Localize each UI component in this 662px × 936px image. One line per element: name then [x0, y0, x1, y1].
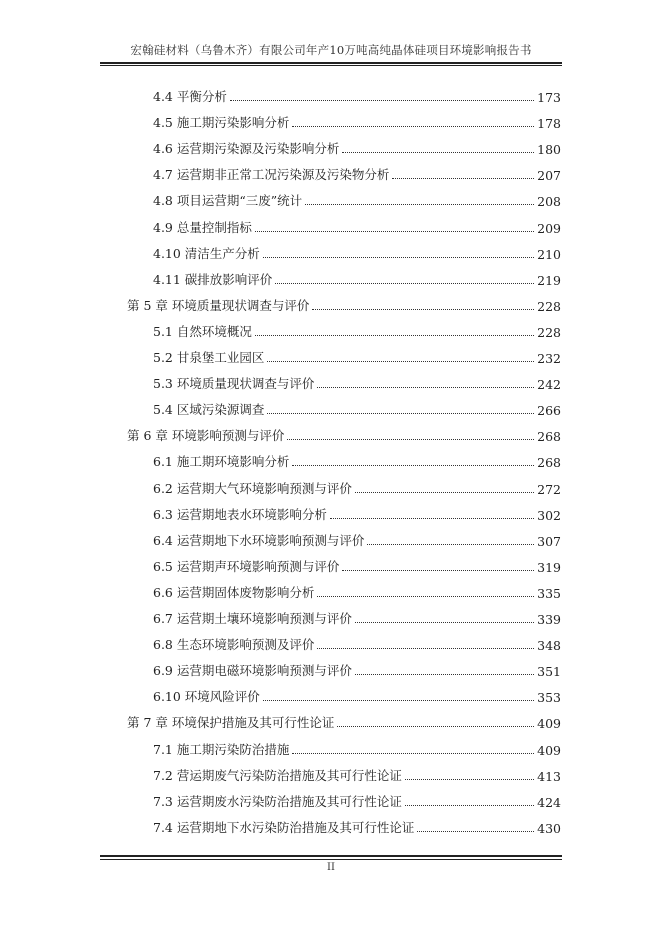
toc-section-entry[interactable]	[153, 210, 561, 236]
toc-entry-label: 7.3 运营期废水污染防治措施及其可行性论证	[153, 793, 402, 809]
toc-dot-leader	[342, 152, 534, 153]
toc-dot-leader	[342, 570, 534, 571]
toc-section-entry[interactable]	[153, 758, 561, 784]
toc-dot-leader	[392, 178, 534, 179]
toc-dot-leader	[317, 648, 534, 649]
toc-page-number: 268	[537, 455, 561, 471]
toc-entry-label: 7.4 运营期地下水污染防治措施及其可行性论证	[153, 819, 415, 835]
toc-section-entry[interactable]	[153, 601, 561, 627]
toc-entry-label: 6.5 运营期声环境影响预测与评价	[153, 558, 340, 574]
footer-rule	[100, 855, 562, 857]
header-rule	[100, 62, 562, 64]
toc-page-number: 413	[537, 768, 561, 784]
toc-page-number: 209	[537, 220, 561, 236]
toc-page-number: 319	[537, 559, 561, 575]
toc-entry-label: 4.8 项目运营期“三废”统计	[153, 193, 303, 209]
toc-page-number: 242	[537, 377, 561, 393]
toc-page-number: 272	[537, 481, 561, 497]
toc-section-entry[interactable]	[153, 784, 561, 810]
toc-page-number: 348	[537, 638, 561, 654]
toc-dot-leader	[337, 726, 534, 727]
toc-dot-leader	[255, 335, 534, 336]
toc-page-number: 210	[537, 246, 561, 262]
toc-page-number: 180	[537, 142, 561, 158]
toc-section-entry[interactable]	[153, 131, 561, 157]
toc-entry-label: 7.2 营运期废气污染防治措施及其可行性论证	[153, 767, 402, 783]
toc-section-entry[interactable]	[153, 679, 561, 705]
running-header: 宏翰硅材料（乌鲁木齐）有限公司年产10万吨高纯晶体硅项目环境影响报告书	[130, 43, 532, 57]
toc-dot-leader	[305, 204, 534, 205]
toc-section-entry[interactable]	[153, 392, 561, 418]
toc-section-entry[interactable]	[153, 523, 561, 549]
toc-section-entry[interactable]	[153, 340, 561, 366]
toc-entry-label: 4.6 运营期污染源及污染影响分析	[153, 141, 340, 157]
toc-entry-label: 6.1 施工期环境影响分析	[153, 454, 290, 470]
toc-entry-label: 7.1 施工期污染防治措施	[153, 741, 290, 757]
toc-page-number: 266	[537, 403, 561, 419]
toc-dot-leader	[312, 309, 534, 310]
toc-page-number: 424	[537, 794, 561, 810]
toc-chapter-entry[interactable]	[127, 288, 561, 314]
toc-dot-leader	[287, 439, 534, 440]
toc-page-number: 409	[537, 742, 561, 758]
toc-dot-leader	[317, 387, 534, 388]
toc-dot-leader	[355, 674, 534, 675]
toc-entry-label: 第 5 章 环境质量现状调查与评价	[127, 297, 310, 313]
toc-dot-leader	[317, 596, 534, 597]
toc-entry-label: 4.4 平衡分析	[153, 89, 227, 104]
toc-dot-leader	[292, 126, 534, 127]
toc-page-number: 335	[537, 585, 561, 601]
toc-entry-label: 4.10 清洁生产分析	[153, 245, 260, 261]
toc-dot-leader	[267, 361, 534, 362]
toc-section-entry[interactable]	[153, 105, 561, 131]
toc-page-number: 219	[537, 272, 561, 288]
toc-dot-leader	[275, 283, 534, 284]
toc-page-number: 268	[537, 429, 561, 445]
footer-rule-thin	[100, 859, 562, 860]
toc-page-number: 228	[537, 324, 561, 340]
toc-section-entry[interactable]	[153, 471, 561, 497]
toc-dot-leader	[330, 518, 534, 519]
toc-section-entry[interactable]	[153, 236, 561, 262]
toc-page-number: 409	[537, 716, 561, 732]
toc-entry-label: 6.4 运营期地下水环境影响预测与评价	[153, 532, 365, 548]
toc-section-entry[interactable]	[153, 444, 561, 470]
toc-entry-label: 6.9 运营期电磁环境影响预测与评价	[153, 663, 352, 679]
toc-entry-label: 4.7 运营期非正常工况污染源及污染物分析	[153, 167, 390, 183]
toc-page-number: 302	[537, 507, 561, 523]
toc-entry-label: 6.10 环境风险评价	[153, 689, 260, 705]
toc-chapter-entry[interactable]	[127, 705, 561, 731]
toc-dot-leader	[292, 465, 534, 466]
toc-entry-label: 第 7 章 环境保护措施及其可行性论证	[127, 715, 335, 731]
toc-section-entry[interactable]	[153, 366, 561, 392]
toc-entry-label: 6.3 运营期地表水环境影响分析	[153, 506, 327, 522]
toc-page-number: 228	[537, 298, 561, 314]
toc-dot-leader	[417, 831, 534, 832]
toc-section-entry[interactable]	[153, 79, 561, 105]
toc-dot-leader	[263, 257, 534, 258]
toc-entry-label: 6.2 运营期大气环境影响预测与评价	[153, 480, 352, 496]
toc-page-number: 207	[537, 168, 561, 184]
toc-page-number: 351	[537, 664, 561, 680]
page-number: II	[327, 862, 335, 873]
toc-entry-label: 5.3 环境质量现状调查与评价	[153, 376, 315, 392]
toc-dot-leader	[405, 805, 534, 806]
toc-section-entry[interactable]	[153, 183, 561, 209]
toc-section-entry[interactable]	[153, 732, 561, 758]
toc-dot-leader	[263, 700, 534, 701]
toc-entry-label: 5.1 自然环境概况	[153, 323, 252, 339]
toc-page-number: 430	[537, 820, 561, 836]
toc-dot-leader	[355, 492, 534, 493]
toc-dot-leader	[405, 779, 534, 780]
toc-section-entry[interactable]	[153, 549, 561, 575]
toc-dot-leader	[267, 413, 534, 414]
toc-section-entry[interactable]	[153, 575, 561, 601]
toc-dot-leader	[230, 100, 534, 101]
toc-section-entry[interactable]	[153, 262, 561, 288]
toc-section-entry[interactable]	[153, 497, 561, 523]
toc-entry-label: 第 6 章 环境影响预测与评价	[127, 428, 285, 444]
toc-dot-leader	[292, 753, 534, 754]
toc-page-number: 307	[537, 533, 561, 549]
toc-chapter-entry[interactable]	[127, 418, 561, 444]
toc-dot-leader	[255, 231, 534, 232]
toc-page-number: 339	[537, 612, 561, 627]
toc-page-number: 353	[537, 690, 561, 706]
toc-entry-label: 4.5 施工期污染影响分析	[153, 115, 290, 131]
header-rule-thin	[100, 65, 562, 66]
toc-section-entry[interactable]	[153, 157, 561, 183]
toc-dot-leader	[355, 622, 534, 623]
toc-entry-label: 6.6 运营期固体废物影响分析	[153, 584, 315, 600]
toc-page-number: 173	[537, 90, 561, 105]
toc-entry-label: 6.7 运营期土壤环境影响预测与评价	[153, 611, 352, 626]
toc-section-entry[interactable]	[153, 314, 561, 340]
toc-entry-label: 5.4 区域污染源调查	[153, 402, 265, 418]
toc-entry-label: 5.2 甘泉堡工业园区	[153, 350, 265, 365]
toc-section-entry[interactable]	[153, 627, 561, 653]
toc-section-entry[interactable]	[153, 810, 561, 836]
toc-page-number: 178	[537, 116, 561, 132]
toc-entry-label: 6.8 生态环境影响预测及评价	[153, 637, 315, 653]
toc-dot-leader	[367, 544, 534, 545]
toc-section-entry[interactable]	[153, 653, 561, 679]
toc-page-number: 232	[537, 351, 561, 366]
toc-page-number: 208	[537, 194, 561, 210]
toc-entry-label: 4.9 总量控制指标	[153, 219, 252, 235]
toc-entry-label: 4.11 碳排放影响评价	[153, 271, 273, 287]
